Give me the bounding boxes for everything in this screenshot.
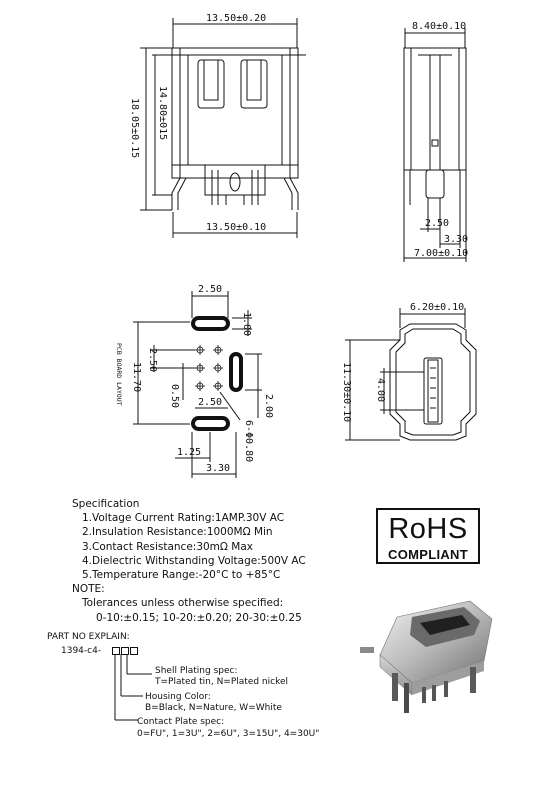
spec-item: 2.Insulation Resistance:1000MΩ Min (82, 526, 273, 539)
housing-color-values: B=Black, N=Nature, W=White (145, 703, 282, 713)
connector-photo (352, 595, 502, 725)
specification-block (72, 497, 352, 625)
front-dim-height-total: 18.05±0.15 (129, 98, 140, 159)
pcb-dim-bottom-width: 3.30 (206, 463, 231, 474)
contact-plate-title: Contact Plate spec: (137, 717, 225, 727)
pcb-dim-top-slot: 1.00 (241, 312, 252, 337)
pcb-layout-title: PCB BOARD LAYOUT (115, 343, 123, 406)
compliant-text: COMPLIANT (388, 547, 468, 562)
shell-plating-values: T=Plated tin, N=Plated nickel (155, 677, 289, 687)
side-dim-pin-offset: 2.50 (425, 218, 450, 229)
shell-plating-title: Shell Plating spec: (155, 666, 238, 676)
pcb-dim-bottom-left: 1.25 (177, 447, 202, 458)
pcb-dim-small-pitch: 0.50 (169, 384, 180, 409)
part-no-box-2 (121, 647, 129, 655)
spec-item: 5.Temperature Range:-20°C to +85°C (82, 569, 281, 582)
spec-item: 3.Contact Resistance:30mΩ Max (82, 540, 253, 553)
spec-heading: Specification (72, 498, 140, 510)
part-no-code: 1394-c4- (61, 646, 102, 656)
pcb-dim-left-pitch: 2.50 (147, 348, 158, 373)
end-view (345, 308, 476, 440)
end-dim-width-top: 6.20±0.10 (410, 302, 465, 313)
front-dim-width-bottom: 13.50±0.10 (206, 222, 267, 233)
rohs-text: RoHS (388, 513, 468, 545)
spec-item: 1.Voltage Current Rating:1AMP.30V AC (82, 512, 285, 525)
pcb-dim-holes: 6-Φ0.80 (243, 420, 254, 463)
part-number-explain (45, 632, 320, 742)
housing-color-title: Housing Color: (145, 692, 211, 702)
side-dim-width-bottom: 7.00±0.10 (414, 248, 469, 259)
part-no-heading: PART NO EXPLAIN: (47, 632, 130, 642)
side-dim-width-top: 8.40±0.10 (412, 21, 467, 32)
part-no-box-3 (130, 647, 138, 655)
note-line: Tolerances unless otherwise specified: (82, 597, 284, 610)
spec-item: 4.Dielectric Withstanding Voltage:500V AC (82, 554, 306, 567)
side-dim-pin-to-edge: 3.30 (444, 234, 469, 245)
front-dim-height-inner: 14.80±015 (157, 86, 168, 141)
end-dim-height: 11.30±0.10 (341, 362, 352, 423)
tolerance-line: 0-10:±0.15; 10-20:±0.20; 20-30:±0.25 (96, 611, 302, 624)
end-dim-opening: 4.00 (375, 378, 386, 403)
rohs-compliant-logo (376, 508, 480, 564)
front-dim-width-top: 13.50±0.20 (206, 13, 267, 24)
part-no-box-1 (112, 647, 120, 655)
pcb-dim-total-height: 11.70 (131, 362, 142, 393)
pcb-dim-top-width: 2.50 (198, 284, 223, 295)
note-heading: NOTE: (72, 583, 105, 596)
pcb-dim-right-slot: 2.00 (263, 394, 274, 419)
pcb-dim-mid-pitch: 2.50 (198, 397, 223, 408)
contact-plate-values: 0=FU", 1=3U", 2=6U", 3=15U", 4=30U" (137, 729, 320, 739)
